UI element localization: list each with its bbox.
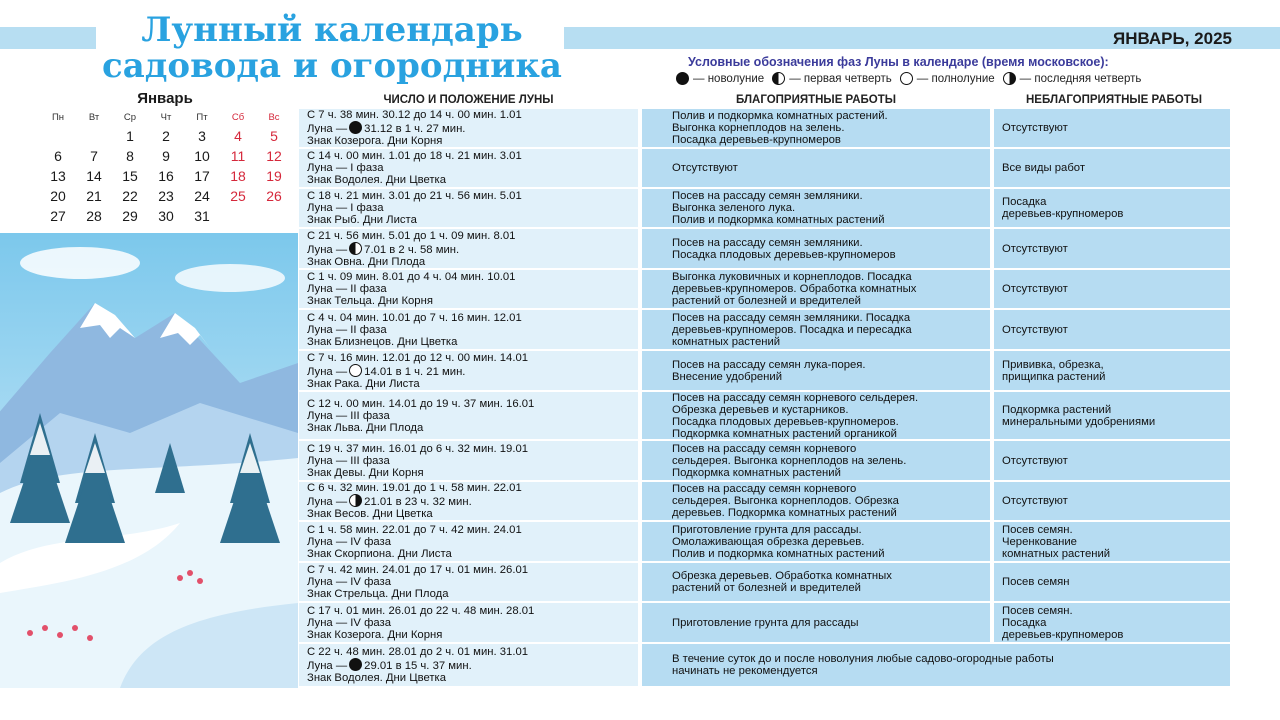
calendar-day bbox=[256, 208, 292, 228]
calendar-day: 5 bbox=[270, 128, 278, 144]
table-row bbox=[299, 189, 1234, 227]
unfavorable-works-cell bbox=[994, 603, 1230, 642]
calendar-day: 28 bbox=[86, 208, 102, 224]
calendar-weekday: Чт bbox=[160, 112, 172, 123]
unfavorable-work-line: Посев семян bbox=[1002, 576, 1070, 588]
table-row bbox=[299, 603, 1234, 642]
favorable-work-line: растений от болезней и вредителей bbox=[672, 582, 861, 594]
favorable-work-line: Полив и подкормка комнатных растений bbox=[672, 547, 885, 560]
unfavorable-works-cell bbox=[994, 270, 1230, 308]
zodiac-sign: Знак Рыб. Дни Листа bbox=[307, 214, 417, 226]
unfavorable-works-cell bbox=[994, 310, 1230, 349]
favorable-work-line: Посев на рассаду семян земляники. Посадка bbox=[672, 311, 911, 324]
moon-period: С 4 ч. 04 мин. 10.01 до 7 ч. 16 мин. 12.01 bbox=[307, 311, 522, 324]
moon-phase-line bbox=[307, 617, 630, 629]
moon-phase-text: Луна — bbox=[307, 123, 348, 135]
favorable-works-cell bbox=[642, 522, 990, 561]
table-row bbox=[299, 351, 1234, 390]
zodiac-sign: Знак Девы. Дни Корня bbox=[307, 466, 424, 479]
calendar-day: 29 bbox=[122, 208, 138, 224]
last-quarter-icon bbox=[349, 494, 362, 507]
unfavorable-work-line: деревьев-крупномеров bbox=[1002, 628, 1124, 641]
calendar-day bbox=[76, 128, 112, 148]
moon-phase-text: Луна — II фаза bbox=[307, 283, 387, 295]
calendar-day: 16 bbox=[158, 168, 174, 184]
moon-phase-text: Луна — III фаза bbox=[307, 409, 390, 422]
new-moon-icon bbox=[676, 72, 689, 85]
unfavorable-works-cell bbox=[994, 563, 1230, 601]
moon-phase-text: Луна — bbox=[307, 660, 348, 672]
moon-position-cell bbox=[299, 229, 638, 268]
moon-phase-time: 7.01 в 2 ч. 58 мин. bbox=[364, 243, 460, 256]
moon-phase-line bbox=[307, 242, 630, 256]
moon-period: С 7 ч. 16 мин. 12.01 до 12 ч. 00 мин. 14.01 bbox=[307, 351, 529, 364]
moon-phase-line bbox=[307, 536, 630, 548]
unfavorable-work-line: Посадка bbox=[1002, 616, 1047, 629]
favorable-work-line: Омолаживающая обрезка деревьев. bbox=[672, 535, 865, 548]
winter-landscape-illustration bbox=[0, 233, 298, 688]
unfavorable-work-line: Черенкование bbox=[1002, 535, 1077, 548]
unfavorable-work-line: Отсутствуют bbox=[1002, 495, 1068, 507]
calendar-day: 6 bbox=[54, 148, 62, 164]
mini-calendar bbox=[40, 90, 290, 228]
legend-item-first: — первая четверть bbox=[772, 72, 892, 85]
zodiac-sign: Знак Козерога. Дни Корня bbox=[307, 628, 443, 641]
new-moon-icon bbox=[349, 658, 362, 671]
unfavorable-work-line: комнатных растений bbox=[1002, 547, 1111, 560]
table-row bbox=[299, 310, 1234, 349]
favorable-work-line: Посадка деревьев-крупномеров bbox=[672, 134, 841, 146]
column-header-good: БЛАГОПРИЯТНЫЕ РАБОТЫ bbox=[735, 94, 897, 106]
moon-period: С 12 ч. 00 мин. 14.01 до 19 ч. 37 мин. 16.01 bbox=[307, 397, 535, 410]
calendar-day: 2 bbox=[162, 128, 170, 144]
calendar-weekday: Пн bbox=[51, 112, 65, 123]
moon-phase-line bbox=[307, 576, 630, 588]
calendar-day: 15 bbox=[122, 168, 138, 184]
favorable-works-cell bbox=[642, 310, 990, 349]
moon-phase-line bbox=[307, 283, 630, 295]
unfavorable-works-cell bbox=[994, 522, 1230, 561]
calendar-weekday: Сб bbox=[231, 112, 245, 123]
unfavorable-works-cell bbox=[994, 229, 1230, 268]
unfavorable-work-line: Все виды работ bbox=[1002, 162, 1086, 174]
moon-phase-text: Луна — bbox=[307, 496, 348, 508]
moon-period: С 1 ч. 58 мин. 22.01 до 7 ч. 42 мин. 24.01 bbox=[307, 523, 522, 536]
favorable-work-line: Приготовление грунта для рассады. bbox=[672, 523, 862, 536]
unfavorable-works-cell bbox=[994, 441, 1230, 480]
favorable-works-cell bbox=[642, 482, 990, 520]
calendar-weekday: Вс bbox=[268, 112, 280, 123]
favorable-work-line: комнатных растений bbox=[672, 335, 781, 348]
moon-period: С 7 ч. 38 мин. 30.12 до 14 ч. 00 мин. 1.01 bbox=[307, 109, 522, 121]
zodiac-sign: Знак Скорпиона. Дни Листа bbox=[307, 547, 452, 560]
unfavorable-work-line: Посев семян. bbox=[1002, 604, 1073, 617]
full-moon-icon bbox=[349, 364, 362, 377]
unfavorable-work-line: Отсутствуют bbox=[1002, 454, 1068, 467]
calendar-day: 31 bbox=[194, 208, 210, 224]
moon-period: С 6 ч. 32 мин. 19.01 до 1 ч. 58 мин. 22.01 bbox=[307, 482, 522, 494]
legend-item-full: — полнолуние bbox=[900, 72, 995, 85]
moon-phase-text: Луна — III фаза bbox=[307, 454, 390, 467]
moon-phase-line bbox=[307, 494, 630, 508]
page-title bbox=[62, 12, 602, 84]
zodiac-sign: Знак Весов. Дни Цветка bbox=[307, 508, 433, 520]
favorable-works-cell bbox=[642, 392, 990, 439]
favorable-work-line: деревьев-крупномеров. Посадка и пересадка bbox=[672, 323, 912, 336]
calendar-weekday: Пт bbox=[196, 112, 208, 123]
title-line-1: Лунный календарь bbox=[141, 10, 523, 50]
table-row bbox=[299, 109, 1234, 147]
note-line: начинать не рекомендуется bbox=[672, 665, 818, 677]
moon-position-cell bbox=[299, 482, 638, 520]
calendar-day: 12 bbox=[266, 148, 282, 164]
moon-phase-time: 21.01 в 23 ч. 32 мин. bbox=[364, 496, 472, 508]
merged-note-cell bbox=[642, 644, 1230, 686]
unfavorable-work-line: Отсутствуют bbox=[1002, 323, 1068, 336]
moon-phase-line bbox=[307, 324, 630, 336]
month-label: ЯНВАРЬ, 2025 bbox=[1112, 29, 1232, 48]
unfavorable-work-line: Отсутствуют bbox=[1002, 242, 1068, 255]
table-row bbox=[299, 392, 1234, 439]
favorable-work-line: Посев на рассаду семян корневого bbox=[672, 442, 857, 455]
favorable-works-cell bbox=[642, 441, 990, 480]
favorable-work-line: сельдерея. Выгонка корнеплодов. Обрезка bbox=[672, 495, 899, 507]
unfavorable-works-cell bbox=[994, 351, 1230, 390]
moon-position-cell bbox=[299, 392, 638, 439]
calendar-day: 14 bbox=[86, 168, 102, 184]
favorable-work-line: Посев на рассаду семян земляники. bbox=[672, 236, 863, 249]
moon-period: С 21 ч. 56 мин. 5.01 до 1 ч. 09 мин. 8.01 bbox=[307, 229, 516, 242]
moon-phase-time: 29.01 в 15 ч. 37 мин. bbox=[364, 660, 472, 672]
moon-phase-line bbox=[307, 364, 630, 378]
table-row bbox=[299, 441, 1234, 480]
moon-position-cell bbox=[299, 310, 638, 349]
favorable-work-line: Посадка плодовых деревьев-крупномеров bbox=[672, 248, 896, 261]
moon-phase-text: Луна — II фаза bbox=[307, 323, 387, 336]
calendar-day: 24 bbox=[194, 188, 210, 204]
zodiac-sign: Знак Козерога. Дни Корня bbox=[307, 135, 443, 147]
favorable-work-line: Полив и подкормка комнатных растений. bbox=[672, 110, 888, 122]
first-quarter-icon bbox=[772, 72, 785, 85]
moon-position-cell bbox=[299, 149, 638, 187]
moon-period: С 19 ч. 37 мин. 16.01 до 6 ч. 32 мин. 19.01 bbox=[307, 442, 529, 455]
moon-position-cell bbox=[299, 109, 638, 147]
table-row bbox=[299, 270, 1234, 308]
moon-phase-text: Луна — IV фаза bbox=[307, 535, 392, 548]
moon-position-cell bbox=[299, 189, 638, 227]
moon-position-cell bbox=[299, 644, 638, 686]
favorable-work-line: Обрезка деревьев. Обработка комнатных bbox=[672, 570, 892, 582]
moon-period: С 1 ч. 09 мин. 8.01 до 4 ч. 04 мин. 10.01 bbox=[307, 271, 516, 283]
unfavorable-work-line: Отсутствуют bbox=[1002, 283, 1068, 295]
favorable-work-line: Подкормка комнатных растений органикой bbox=[672, 427, 897, 440]
favorable-works-cell bbox=[642, 109, 990, 147]
moon-phase-line bbox=[307, 121, 630, 135]
first-quarter-icon bbox=[349, 242, 362, 255]
favorable-works-cell bbox=[642, 563, 990, 601]
favorable-works-cell bbox=[642, 603, 990, 642]
calendar-day: 13 bbox=[50, 168, 66, 184]
favorable-works-cell bbox=[642, 351, 990, 390]
favorable-work-line: Подкормка комнатных растений bbox=[672, 466, 841, 479]
favorable-work-line: Выгонка зеленого лука. bbox=[672, 202, 796, 214]
legend-item-last: — последняя четверть bbox=[1003, 72, 1142, 85]
unfavorable-work-line: прищипка растений bbox=[1002, 370, 1106, 383]
moon-position-cell bbox=[299, 270, 638, 308]
moon-period: С 18 ч. 21 мин. 3.01 до 21 ч. 56 мин. 5.01 bbox=[307, 190, 522, 202]
favorable-works-cell bbox=[642, 270, 990, 308]
calendar-day: 19 bbox=[266, 168, 282, 184]
unfavorable-works-cell bbox=[994, 392, 1230, 439]
favorable-works-cell bbox=[642, 149, 990, 187]
calendar-weekday: Ср bbox=[123, 112, 137, 123]
calendar-day: 23 bbox=[158, 188, 174, 204]
unfavorable-work-line: Посадка bbox=[1002, 196, 1047, 208]
favorable-work-line: Посев на рассаду семян корневого сельдерея. bbox=[672, 391, 919, 404]
calendar-day: 30 bbox=[158, 208, 174, 224]
title-line-2: садовода и огородника bbox=[102, 46, 562, 86]
full-moon-icon bbox=[900, 72, 913, 85]
moon-phase-line bbox=[307, 162, 630, 174]
calendar-day: 8 bbox=[126, 148, 134, 164]
new-moon-icon bbox=[349, 121, 362, 134]
calendar-day: 22 bbox=[122, 188, 138, 204]
favorable-works-cell bbox=[642, 189, 990, 227]
favorable-work-line: Посев на рассаду семян корневого bbox=[672, 483, 857, 495]
unfavorable-work-line: деревьев-крупномеров bbox=[1002, 208, 1124, 220]
moon-position-cell bbox=[299, 441, 638, 480]
favorable-work-line: растений от болезней и вредителей bbox=[672, 295, 861, 307]
calendar-day bbox=[40, 128, 76, 148]
favorable-work-line: Обрезка деревьев и кустарников. bbox=[672, 403, 849, 416]
zodiac-sign: Знак Овна. Дни Плода bbox=[307, 255, 426, 268]
calendar-day: 21 bbox=[86, 188, 102, 204]
unfavorable-work-line: минеральными удобрениями bbox=[1002, 415, 1156, 428]
moon-position-cell bbox=[299, 522, 638, 561]
calendar-day: 20 bbox=[50, 188, 66, 204]
moon-phase-text: Луна — I фаза bbox=[307, 202, 384, 214]
favorable-work-line: Полив и подкормка комнатных растений bbox=[672, 214, 885, 226]
calendar-day: 11 bbox=[230, 148, 246, 164]
favorable-work-line: Выгонка луковичных и корнеплодов. Посадка bbox=[672, 271, 912, 283]
calendar-day: 18 bbox=[230, 168, 246, 184]
last-quarter-icon bbox=[1003, 72, 1016, 85]
zodiac-sign: Знак Водолея. Дни Цветка bbox=[307, 672, 447, 684]
table-row bbox=[299, 522, 1234, 561]
favorable-work-line: Приготовление грунта для рассады bbox=[672, 616, 859, 629]
moon-position-cell bbox=[299, 603, 638, 642]
favorable-work-line: Посев на рассаду семян лука-порея. bbox=[672, 358, 866, 371]
favorable-work-line: Выгонка корнеплодов на зелень. bbox=[672, 122, 845, 134]
calendar-title: Январь bbox=[137, 90, 193, 107]
calendar-day: 25 bbox=[230, 188, 246, 204]
legend-title: Условные обозначения фаз Луны в календаре (время московское): bbox=[688, 55, 1109, 69]
note-line: В течение суток до и после новолуния любые садово-огородные работы bbox=[672, 653, 1054, 665]
table-row bbox=[299, 229, 1234, 268]
zodiac-sign: Знак Рака. Дни Листа bbox=[307, 377, 420, 390]
unfavorable-work-line: Прививка, обрезка, bbox=[1002, 358, 1104, 371]
unfavorable-works-cell bbox=[994, 149, 1230, 187]
zodiac-sign: Знак Льва. Дни Плода bbox=[307, 421, 424, 434]
unfavorable-works-cell bbox=[994, 189, 1230, 227]
moon-position-cell bbox=[299, 563, 638, 601]
calendar-day: 3 bbox=[198, 128, 206, 144]
calendar-day: 10 bbox=[194, 148, 210, 164]
table-row bbox=[299, 149, 1234, 187]
moon-phase-line bbox=[307, 455, 630, 467]
moon-phase-text: Луна — bbox=[307, 365, 348, 378]
favorable-work-line: Отсутствуют bbox=[672, 162, 738, 174]
column-header-bad: НЕБЛАГОПРИЯТНЫЕ РАБОТЫ bbox=[1025, 94, 1203, 106]
moon-phase-line bbox=[307, 202, 630, 214]
unfavorable-work-line: Посев семян. bbox=[1002, 523, 1073, 536]
moon-phase-legend bbox=[676, 72, 1149, 85]
column-header-moon: ЧИСЛО И ПОЛОЖЕНИЕ ЛУНЫ bbox=[383, 94, 554, 106]
calendar-day: 7 bbox=[90, 148, 98, 164]
unfavorable-works-cell bbox=[994, 109, 1230, 147]
moon-position-cell bbox=[299, 351, 638, 390]
zodiac-sign: Знак Близнецов. Дни Цветка bbox=[307, 335, 458, 348]
calendar-day: 9 bbox=[162, 148, 170, 164]
calendar-day: 4 bbox=[234, 128, 242, 144]
moon-phase-time: 14.01 в 1 ч. 21 мин. bbox=[364, 365, 466, 378]
table-row bbox=[299, 563, 1234, 601]
calendar-day bbox=[220, 208, 256, 228]
moon-phase-line bbox=[307, 658, 630, 672]
calendar-day: 26 bbox=[266, 188, 282, 204]
moon-phase-text: Луна — I фаза bbox=[307, 162, 384, 174]
moon-period: С 17 ч. 01 мин. 26.01 до 22 ч. 48 мин. 28.01 bbox=[307, 604, 535, 617]
calendar-grid bbox=[40, 112, 290, 228]
favorable-work-line: Посев на рассаду семян земляники. bbox=[672, 190, 863, 202]
favorable-work-line: Посадка плодовых деревьев-крупномеров. bbox=[672, 415, 899, 428]
moon-phase-time: 31.12 в 1 ч. 27 мин. bbox=[364, 123, 466, 135]
calendar-day: 1 bbox=[126, 128, 134, 144]
table-row bbox=[299, 644, 1234, 686]
unfavorable-work-line: Подкормка растений bbox=[1002, 403, 1112, 416]
moon-phase-line bbox=[307, 410, 630, 422]
calendar-weekday: Вт bbox=[88, 112, 100, 123]
moon-period: С 14 ч. 00 мин. 1.01 до 18 ч. 21 мин. 3.01 bbox=[307, 150, 522, 162]
moon-phase-text: Луна — IV фаза bbox=[307, 576, 392, 588]
calendar-day: 27 bbox=[50, 208, 66, 224]
unfavorable-work-line: Отсутствуют bbox=[1002, 122, 1068, 134]
zodiac-sign: Знак Водолея. Дни Цветка bbox=[307, 174, 447, 186]
favorable-work-line: Внесение удобрений bbox=[672, 370, 783, 383]
moon-phase-text: Луна — bbox=[307, 243, 348, 256]
moon-period: С 7 ч. 42 мин. 24.01 до 17 ч. 01 мин. 26.01 bbox=[307, 564, 529, 576]
calendar-day: 17 bbox=[194, 168, 210, 184]
zodiac-sign: Знак Стрельца. Дни Плода bbox=[307, 588, 449, 600]
moon-period: С 22 ч. 48 мин. 28.01 до 2 ч. 01 мин. 31.01 bbox=[307, 646, 529, 658]
table-row bbox=[299, 482, 1234, 520]
favorable-works-cell bbox=[642, 229, 990, 268]
legend-item-new: — новолуние bbox=[676, 72, 764, 85]
unfavorable-works-cell bbox=[994, 482, 1230, 520]
moon-phase-text: Луна — IV фаза bbox=[307, 616, 392, 629]
favorable-work-line: деревьев. Подкормка комнатных растений bbox=[672, 507, 897, 519]
zodiac-sign: Знак Тельца. Дни Корня bbox=[307, 295, 433, 307]
favorable-work-line: сельдерея. Выгонка корнеплодов на зелень. bbox=[672, 454, 907, 467]
favorable-work-line: деревьев-крупномеров. Обработка комнатных bbox=[672, 283, 917, 295]
